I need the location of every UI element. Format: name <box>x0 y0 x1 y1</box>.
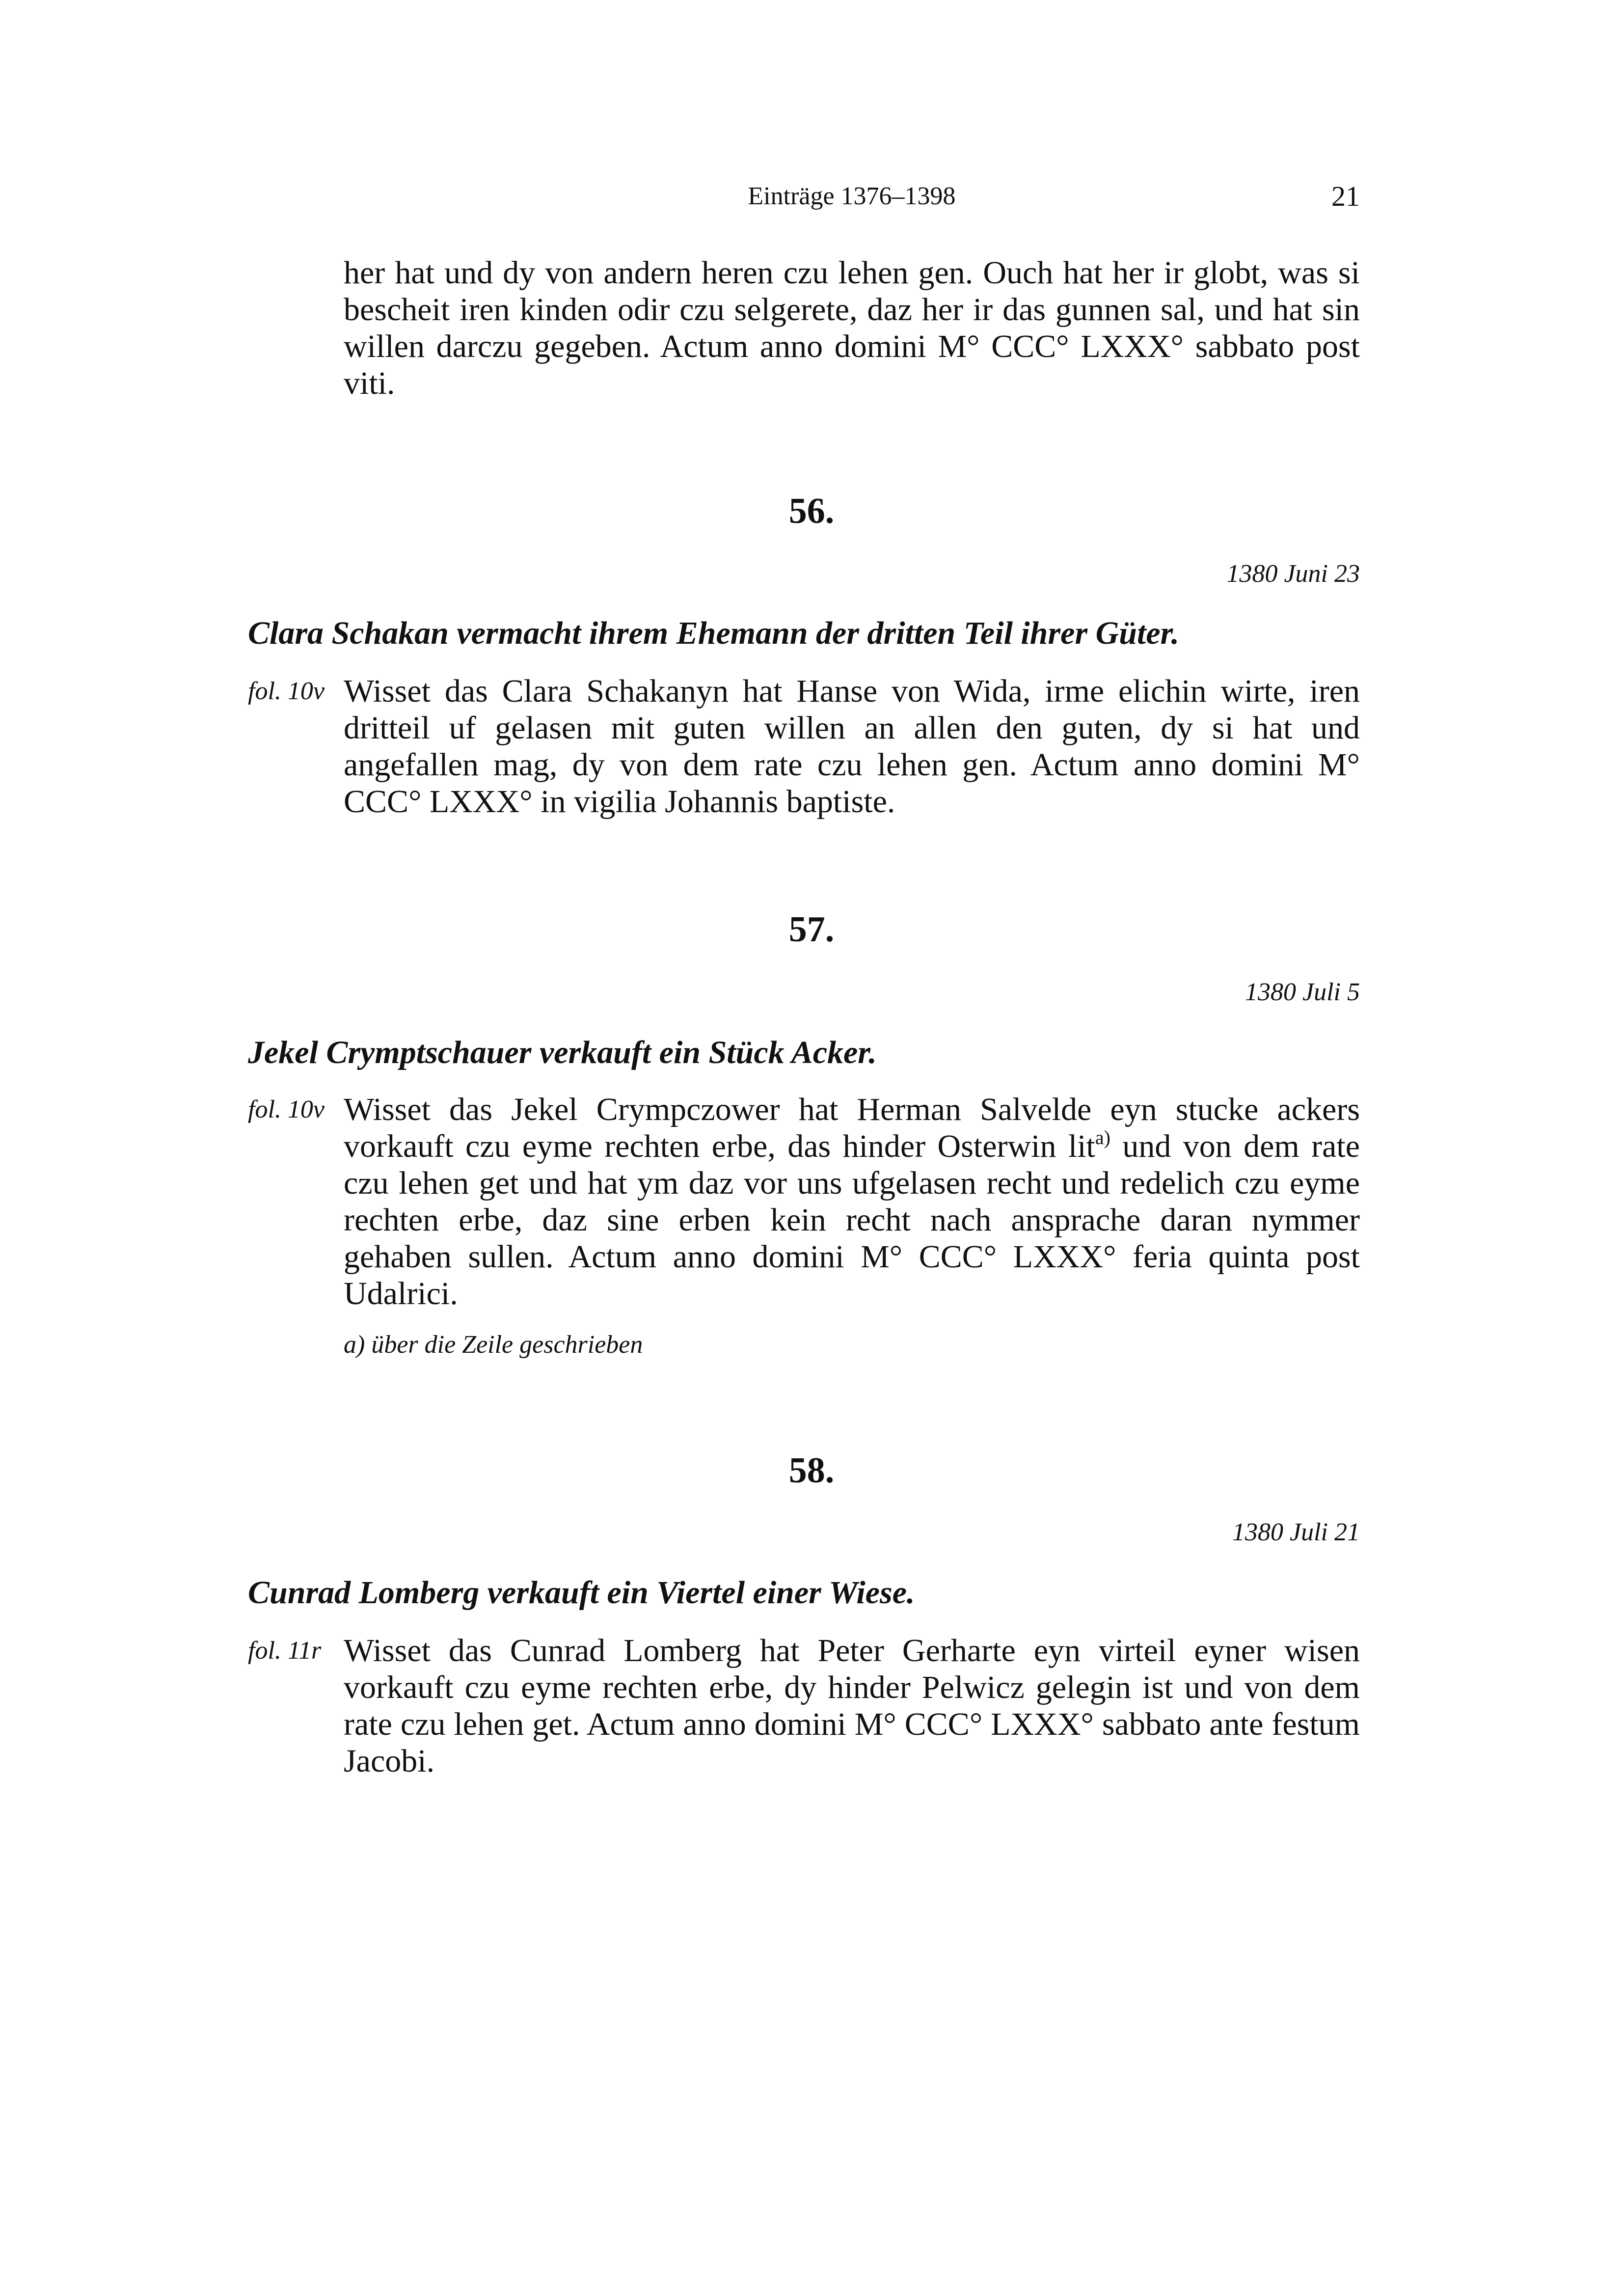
footnote: a) über die Zeile geschrieben <box>344 1331 643 1359</box>
running-title: Einträge 1376–1398 <box>748 182 956 210</box>
folio-reference: fol. 10v <box>248 1095 325 1123</box>
entry-text-part: und von dem rate czu lehen get und hat ym daz vor uns ufgelasen recht und redelich czu eyme rechten erbe, daz sine erben kein recht nach ansprache daran nymmer gehaben sullen. Actum anno domini M° CCC° LXXX° feria quinta post Udalrici. <box>344 1128 1360 1312</box>
running-head <box>344 177 1360 216</box>
entry-text: Wisset das Clara Schakanyn hat Hanse von Wida, irme elichin wirte, iren dritteil uf gelasen mit guten willen an allen den guten, dy si hat und angefallen mag, dy von dem rate czu lehen gen. Actum anno domini M° CCC° LXXX° in vigilia Johannis baptiste. <box>344 673 1360 820</box>
entry-date: 1380 Juni 23 <box>1226 560 1360 588</box>
folio-reference: fol. 10v <box>248 677 325 705</box>
entry-number: 57. <box>788 909 835 950</box>
entry-text-part: Wisset das Jekel Crympczower hat Herman Salvelde eyn stucke ackers vorkauft czu eyme rechten erbe, das hinder Osterwin lit <box>344 1092 1360 1164</box>
entry-date: 1380 Juli 21 <box>1232 1518 1360 1546</box>
entry-date: 1380 Juli 5 <box>1245 978 1360 1006</box>
page-number: 21 <box>1331 180 1360 212</box>
folio-reference: fol. 11r <box>248 1637 322 1665</box>
entry-number: 56. <box>788 491 835 531</box>
entry-heading: Jekel Crymptschauer verkauft ein Stück Acker. <box>248 1035 877 1070</box>
footnote-marker: a) <box>1095 1126 1110 1148</box>
entry-heading: Cunrad Lomberg verkauft ein Viertel einer Wiese. <box>248 1575 915 1611</box>
entry-text <box>344 1091 1360 1312</box>
entry-number: 58. <box>788 1450 835 1491</box>
entry-text: Wisset das Cunrad Lomberg hat Peter Gerharte eyn virteil eyner wisen vorkauft czu eyme rechten erbe, dy hinder Pelwicz gelegin ist und von dem rate czu lehen get. Actum anno domini M° CCC° LXXX° sabbato ante festum Jacobi. <box>344 1633 1360 1779</box>
continuation-paragraph: her hat und dy von andern heren czu lehen gen. Ouch hat her ir globt, was si bescheit iren kinden odir czu selgerete, daz her ir das gunnen sal, und hat sin willen darczu gegeben. Actum anno domini M° CCC° LXXX° sabbato post viti. <box>344 255 1360 401</box>
entry-heading: Clara Schakan vermacht ihrem Ehemann der dritten Teil ihrer Güter. <box>248 615 1180 651</box>
